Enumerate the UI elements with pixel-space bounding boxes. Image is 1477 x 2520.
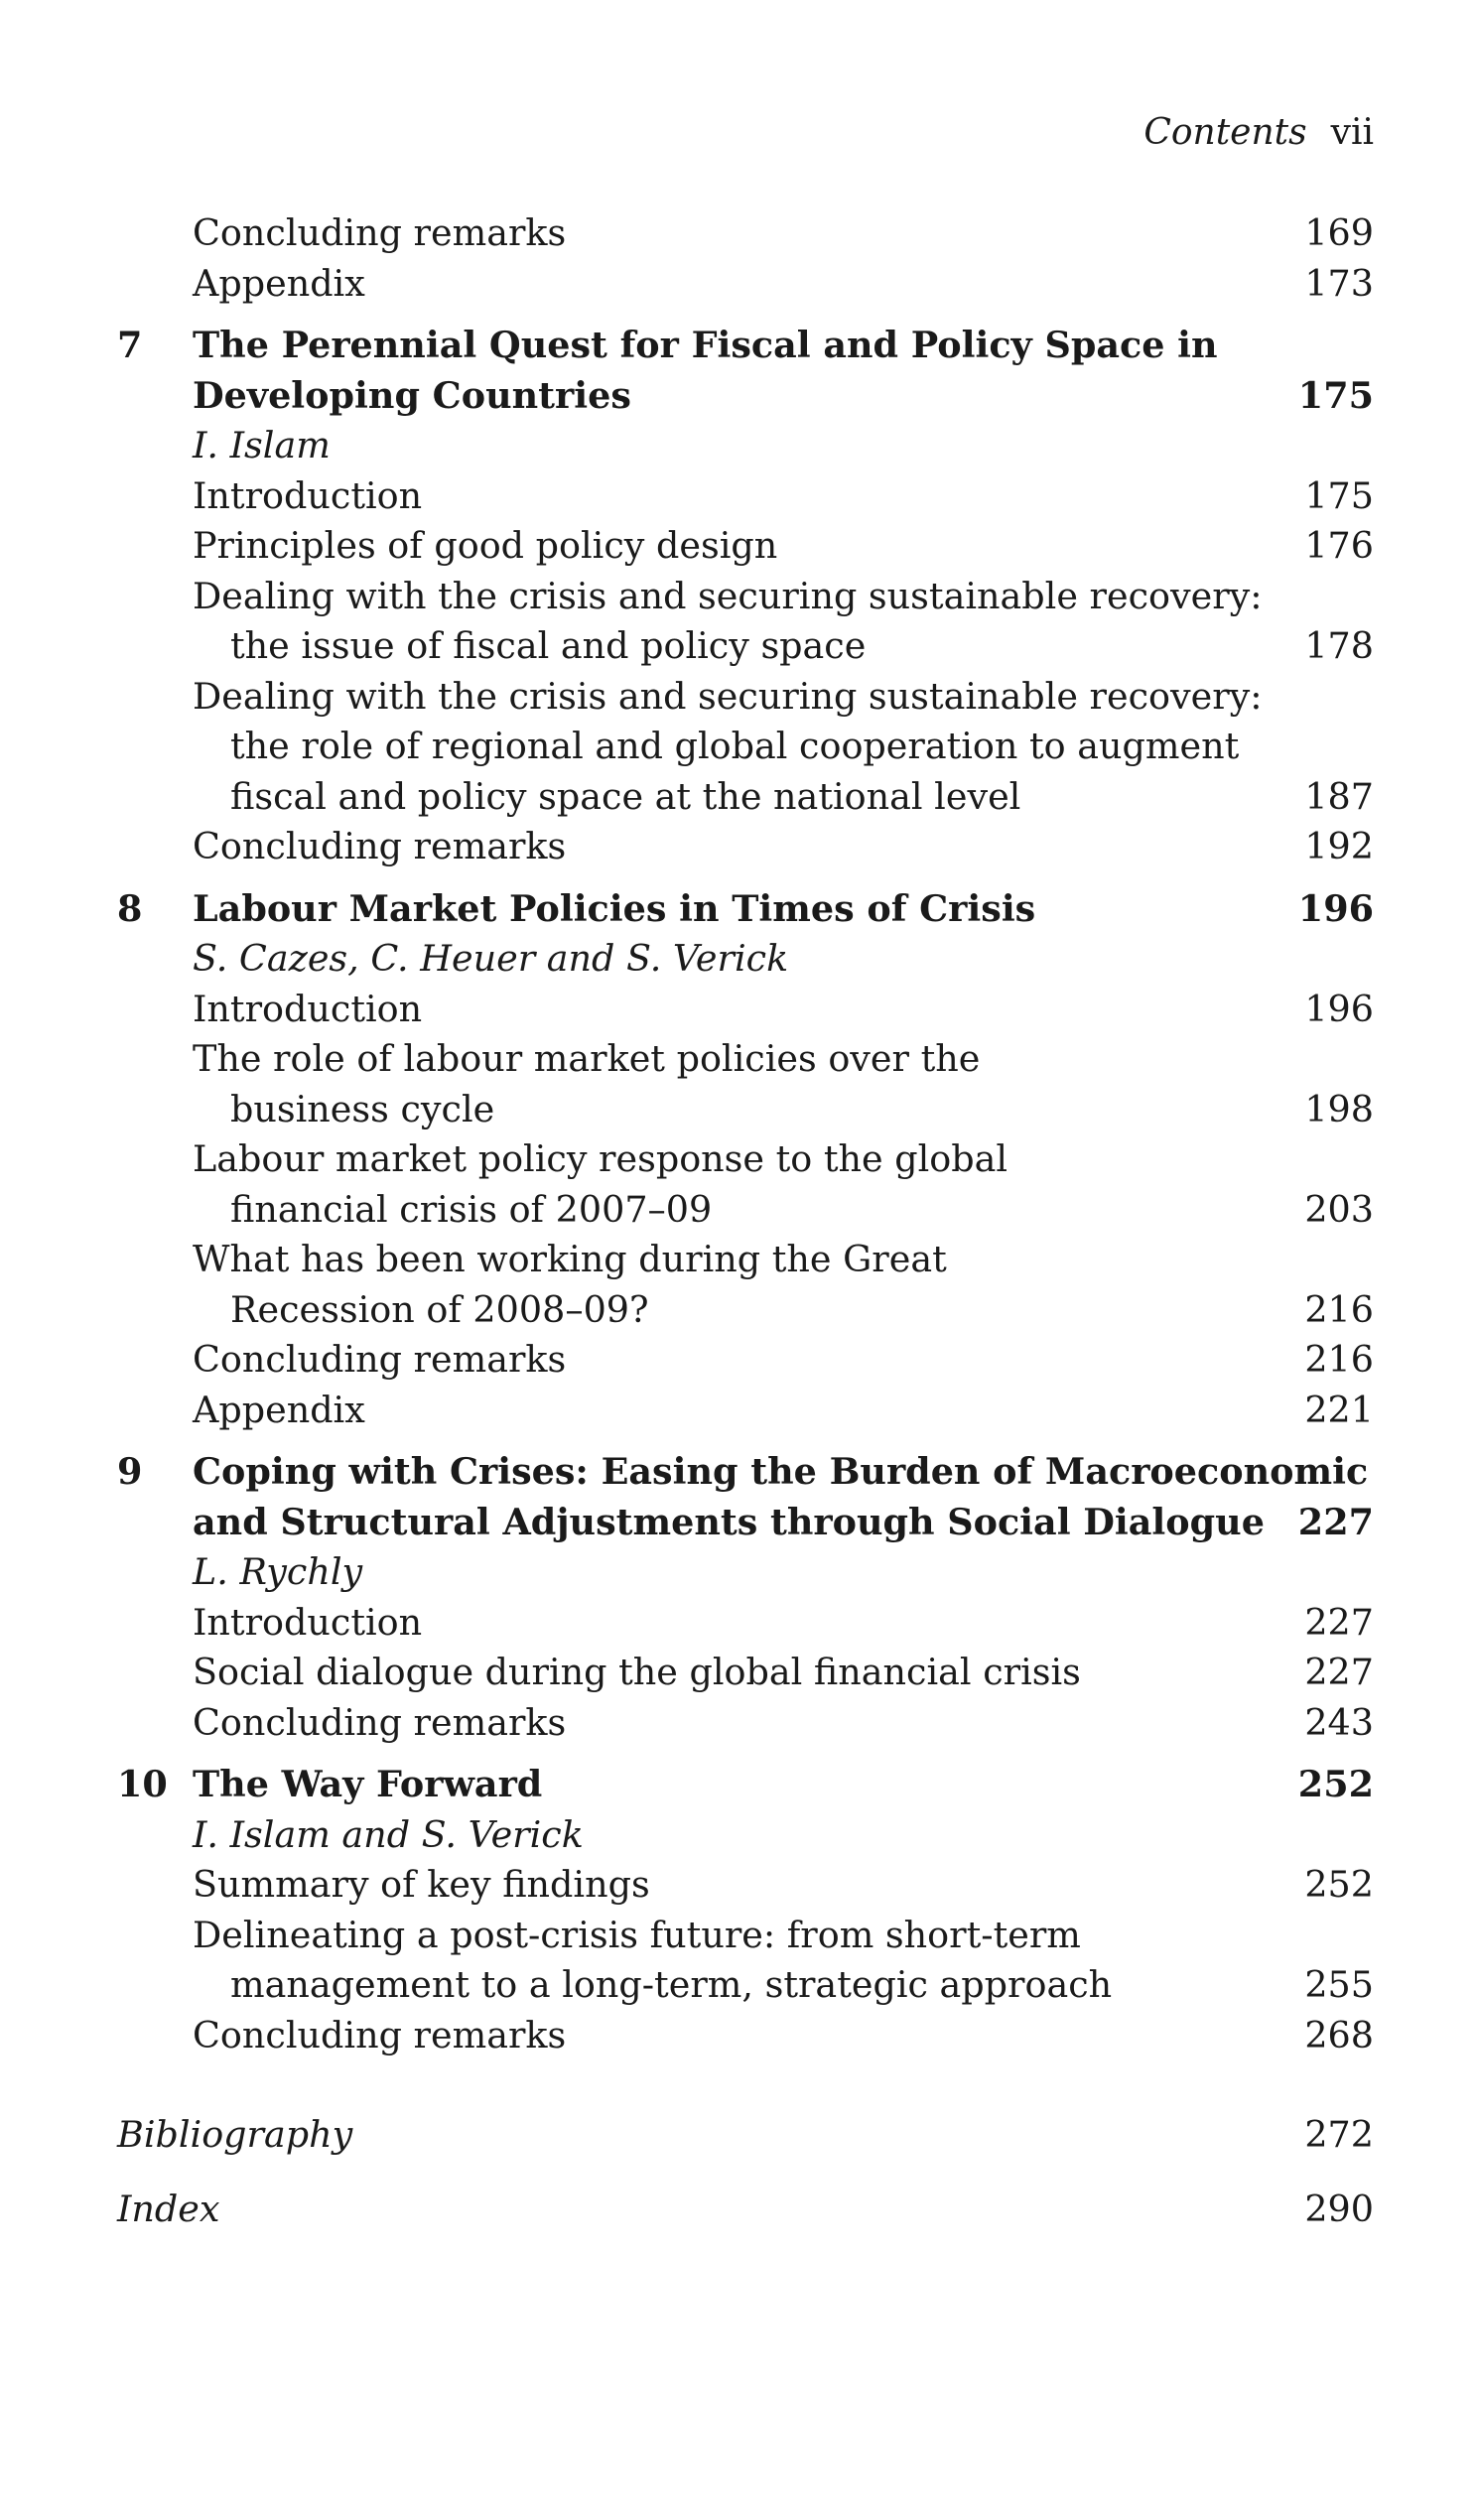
toc-section-cont[interactable] (117, 1085, 1374, 1135)
toc-section[interactable] (117, 822, 1374, 872)
section-title: Summary of key findings (193, 1863, 650, 1906)
chapter-author (117, 1547, 1374, 1598)
back-matter-page: 272 (1304, 2113, 1374, 2156)
chapter-title-line: and Structural Adjustments through Social Dialogue (193, 1500, 1265, 1543)
toc-section[interactable] (117, 521, 1374, 572)
section-title: Introduction (193, 473, 423, 517)
chapter-page: 175 (1297, 373, 1374, 417)
running-head-title: Contents (1143, 112, 1307, 153)
toc-section[interactable] (117, 572, 1374, 622)
toc-section-cont[interactable] (117, 621, 1374, 672)
section-title: Dealing with the crisis and securing sustainable recovery: (193, 674, 1263, 718)
chapter-8-title[interactable] (117, 884, 1374, 935)
section-title: Concluding remarks (193, 2013, 567, 2056)
section-page: 203 (1304, 1187, 1374, 1231)
chapter-title-line: Labour Market Policies in Times of Crisis (193, 886, 1036, 930)
toc-section[interactable] (117, 1134, 1374, 1185)
chapter-9-title-cont[interactable] (117, 1498, 1374, 1548)
chapter-author (117, 421, 1374, 471)
section-title: Dealing with the crisis and securing sustainable recovery: (193, 574, 1263, 617)
toc-entry-title: Appendix (193, 261, 365, 305)
toc-entry-page: 169 (1304, 211, 1374, 254)
running-head (1143, 111, 1374, 155)
author-name: I. Islam and S. Verick (193, 1812, 584, 1856)
section-page: 216 (1304, 1338, 1374, 1381)
chapter-page: 196 (1297, 886, 1374, 930)
chapter-7-title[interactable] (117, 321, 1374, 371)
section-page: 176 (1304, 524, 1374, 567)
toc-section-cont[interactable] (117, 1285, 1374, 1336)
section-title: Introduction (193, 1600, 423, 1644)
chapter-7-title-cont[interactable] (117, 371, 1374, 422)
section-page: 255 (1304, 1963, 1374, 2006)
section-title: What has been working during the Great (193, 1238, 947, 1280)
section-title: The role of labour market policies over the (193, 1037, 981, 1080)
section-title-cont: business cycle (230, 1087, 495, 1130)
toc-section[interactable] (117, 1648, 1374, 1698)
toc-entry-title: Concluding remarks (193, 211, 567, 254)
chapter-title-line: Coping with Crises: Easing the Burden of Macroeconomic (193, 1450, 1369, 1493)
section-page: 178 (1304, 624, 1374, 667)
running-head-page-number: vii (1330, 112, 1374, 153)
section-title: Introduction (193, 987, 423, 1030)
author-name: L. Rychly (193, 1550, 363, 1593)
section-page: 227 (1304, 1651, 1374, 1693)
section-page: 198 (1304, 1087, 1374, 1130)
toc-entry[interactable] (117, 259, 1374, 310)
toc-section[interactable] (117, 1860, 1374, 1911)
section-page: 216 (1304, 1287, 1374, 1331)
chapter-title-line: The Way Forward (193, 1763, 543, 1805)
chapter-title-line: The Perennial Quest for Fiscal and Policy Space in (193, 324, 1218, 366)
section-title: Concluding remarks (193, 1700, 567, 1744)
section-title-cont: financial crisis of 2007–09 (230, 1187, 713, 1231)
section-page: 252 (1304, 1863, 1374, 1906)
toc-section[interactable] (117, 672, 1374, 723)
section-page: 192 (1304, 825, 1374, 867)
chapter-title-line: Developing Countries (193, 373, 631, 417)
chapter-number: 8 (117, 886, 143, 930)
toc-section[interactable] (117, 471, 1374, 522)
toc-section[interactable] (117, 1698, 1374, 1749)
toc-section[interactable] (117, 1598, 1374, 1649)
back-matter-page: 290 (1304, 2187, 1374, 2230)
author-name: I. Islam (193, 424, 331, 466)
chapter-number: 9 (117, 1450, 143, 1493)
section-title-cont: the issue of fiscal and policy space (230, 624, 867, 667)
toc-section[interactable] (117, 1235, 1374, 1285)
section-title: Social dialogue during the global financial crisis (193, 1651, 1081, 1693)
toc-section[interactable] (117, 1034, 1374, 1085)
section-page: 227 (1304, 1600, 1374, 1644)
section-title-cont: management to a long-term, strategic approach (230, 1963, 1113, 2006)
section-title-cont: the role of regional and global cooperation to augment (230, 725, 1240, 767)
section-title: Labour market policy response to the global (193, 1137, 1008, 1180)
chapter-9-title[interactable] (117, 1447, 1374, 1498)
back-matter-title: Bibliography (117, 2113, 353, 2156)
chapter-author (117, 934, 1374, 985)
toc-section[interactable] (117, 1335, 1374, 1386)
section-title: Concluding remarks (193, 825, 567, 867)
table-of-contents (117, 208, 1374, 2234)
section-page: 221 (1304, 1388, 1374, 1431)
toc-entry[interactable] (117, 208, 1374, 259)
section-page: 175 (1304, 473, 1374, 517)
author-name: S. Cazes, C. Heuer and S. Verick (193, 937, 789, 980)
chapter-number: 10 (117, 1763, 168, 1805)
section-title: Delineating a post-crisis future: from short-term (193, 1913, 1081, 1956)
chapter-author (117, 1810, 1374, 1861)
section-page: 187 (1304, 774, 1374, 818)
section-page: 243 (1304, 1700, 1374, 1744)
back-matter-index[interactable] (117, 2185, 1374, 2235)
toc-section[interactable] (117, 1386, 1374, 1436)
toc-section[interactable] (117, 1911, 1374, 1961)
toc-section[interactable] (117, 2011, 1374, 2061)
toc-section-cont[interactable] (117, 722, 1374, 772)
back-matter-title: Index (117, 2187, 220, 2230)
section-title: Concluding remarks (193, 1338, 567, 1381)
section-title: Appendix (193, 1388, 365, 1431)
chapter-10-title[interactable] (117, 1760, 1374, 1810)
chapter-page: 252 (1297, 1763, 1374, 1805)
section-title-cont: fiscal and policy space at the national level (230, 774, 1021, 818)
toc-entry-page: 173 (1304, 261, 1374, 305)
section-title: Principles of good policy design (193, 524, 778, 567)
section-page: 196 (1304, 987, 1374, 1030)
back-matter-bibliography[interactable] (117, 2110, 1374, 2161)
chapter-page: 227 (1297, 1500, 1374, 1543)
section-page: 268 (1304, 2013, 1374, 2056)
toc-section[interactable] (117, 985, 1374, 1035)
chapter-number: 7 (117, 324, 143, 366)
section-title-cont: Recession of 2008–09? (230, 1287, 649, 1331)
toc-section-cont[interactable] (117, 772, 1374, 823)
toc-section-cont[interactable] (117, 1185, 1374, 1236)
toc-section-cont[interactable] (117, 1960, 1374, 2011)
